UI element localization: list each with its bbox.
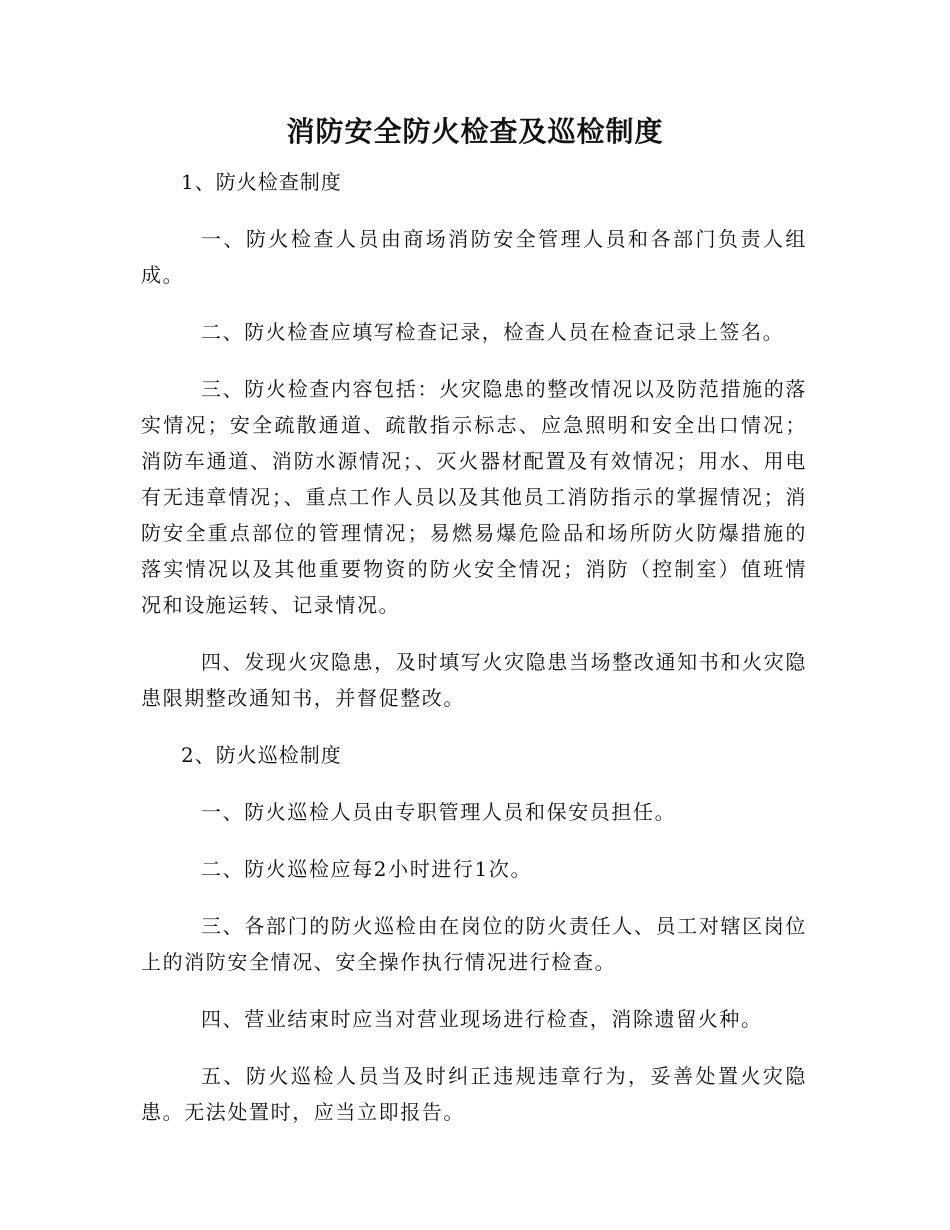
paragraph: 四、发现火灾隐患，及时填写火灾隐患当场整改通知书和火灾隐患限期整改通知书，并督促整改。 — [141, 650, 807, 710]
paragraph: 一、防火巡检人员由专职管理人员和保安员担任。 — [201, 800, 677, 824]
paragraph: 一、防火检查人员由商场消防安全管理人员和各部门负责人组成。 — [141, 227, 807, 287]
paragraph: 四、营业结束时应当对营业现场进行检查，消除遗留火种。 — [201, 1007, 763, 1031]
paragraph: 五、防火巡检人员当及时纠正违规违章行为，妥善处置火灾隐患。无法处置时，应当立即报告。 — [141, 1064, 807, 1124]
paragraph: 三、各部门的防火巡检由在岗位的防火责任人、员工对辖区岗位上的消防安全情况、安全操作执行情况进行检查。 — [141, 914, 807, 974]
paragraph: 二、防火巡检应每2小时进行1次。 — [201, 857, 533, 881]
paragraph: 三、防火检查内容包括：火灾隐患的整改情况以及防范措施的落实情况；安全疏散通道、疏散指示标志、应急照明和安全出口情况；消防车通道、消防水源情况；、灭火器材配置及有效情况；用水、用电有无违章情况；、重点工作人员以及其他员工消防指示的掌握情况；消防安全重点部位的管理情况；易燃易爆危险品和场所防火防爆措施的落实情况以及其他重要物资的防火安全情况；消防（控制室）值班情况和设施运转、记录情况。 — [141, 377, 807, 617]
document-title: 消防安全防火检查及巡检制度 — [286, 115, 664, 148]
paragraph: 二、防火检查应填写检查记录，检查人员在检查记录上签名。 — [201, 320, 785, 344]
section-heading-fire-patrol: 2、防火巡检制度 — [181, 743, 342, 767]
document-body — [141, 164, 807, 1151]
section-heading-fire-inspection: 1、防火检查制度 — [181, 170, 342, 194]
